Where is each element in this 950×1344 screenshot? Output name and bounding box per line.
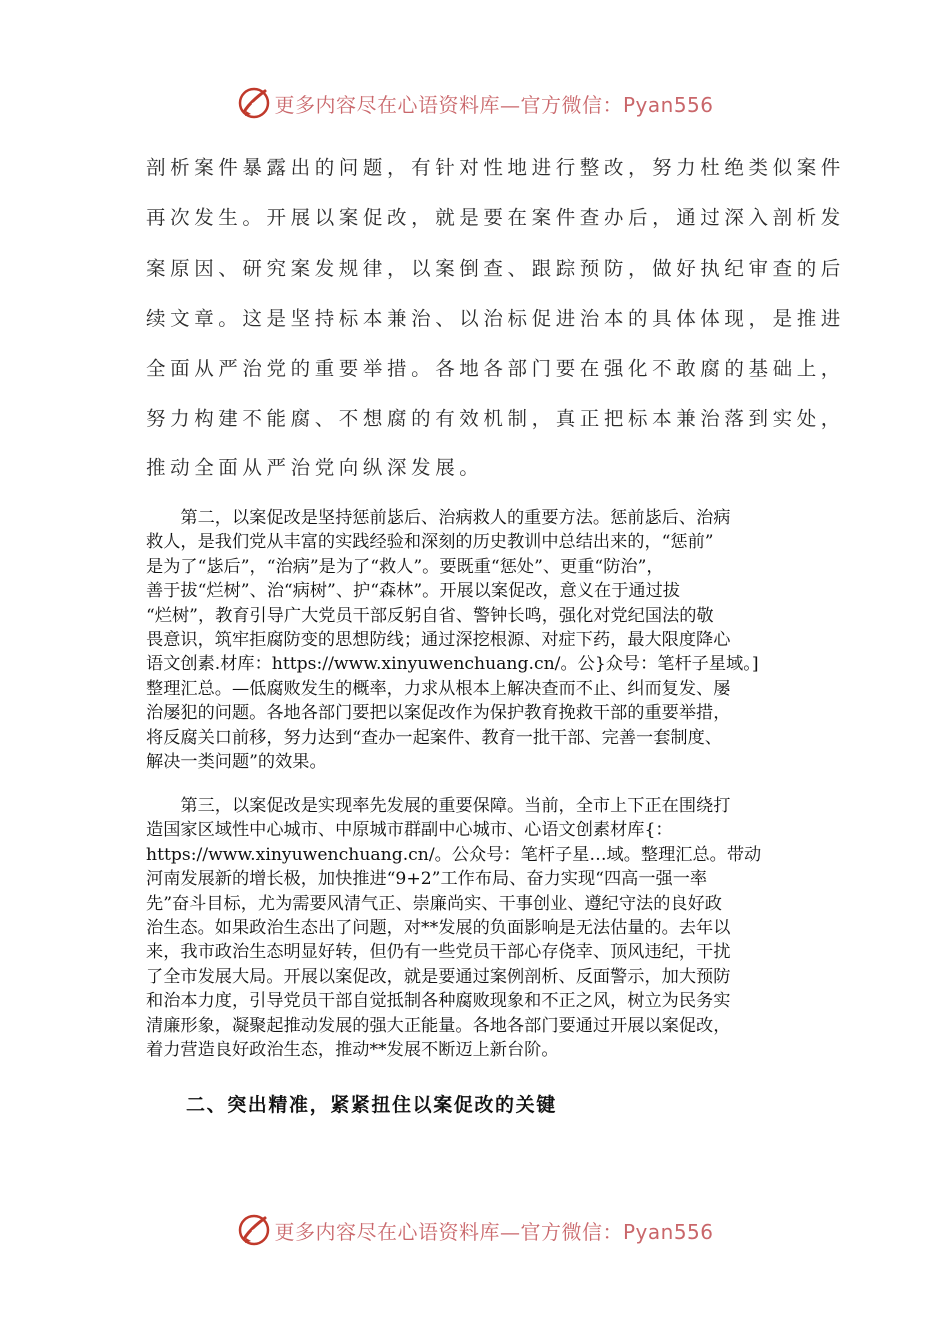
pen-logo-icon: [236, 1212, 272, 1248]
text-line: “烂树”，教育引导广大党员干部反躬自省、警钟长鸣，强化对党纪国法的敬: [146, 605, 714, 626]
text-line: 案原因、研究案发规律，以案倒查、跟踪预防，做好执纪审查的后: [146, 257, 845, 280]
text-line: 努力构建不能腐、不想腐的有效机制，真正把标本兼治落到实处，: [146, 407, 845, 430]
footer-watermark-banner: [0, 1206, 950, 1254]
text-line: 第二，以案促改是坚持惩前毖后、治病救人的重要方法。惩前毖后、治病: [146, 508, 731, 528]
text-line: 全面从严治党的重要举措。各地各部门要在强化不敢腐的基础上，: [146, 357, 845, 380]
text-line: https://www.xinyuwenchuang.cn/。公众号：笔杆子星…域。整理汇总。带动: [146, 844, 762, 865]
text-line: 第三，以案促改是实现率先发展的重要保障。当前，全市上下正在围绕打: [146, 796, 731, 816]
text-line: 将反腐关口前移，努力达到“查办一起案件、教育一批干部、完善一套制度、: [146, 727, 722, 748]
text-line: 再次发生。开展以案促改，就是要在案件查办后，通过深入剖析发: [146, 206, 845, 229]
header-watermark-banner: [0, 79, 950, 127]
section-heading: 二、突出精准，紧紧扭住以案促改的关键: [186, 1094, 557, 1116]
pen-logo-icon: [236, 85, 272, 121]
text-line: 治生态。如果政治生态出了问题，对**发展的负面影响是无法估量的。去年以: [146, 917, 731, 938]
text-line: 整理汇总。—低腐败发生的概率，力求从根本上解决查而不止、纠而复发、屡: [146, 678, 731, 699]
wechat-id: Pyan556: [622, 92, 714, 117]
text-line: 和治本力度，引导党员干部自觉抵制各种腐败现象和不正之风，树立为民务实: [146, 991, 731, 1012]
text-line: 河南发展新的增长极，加快推进“9+2”工作布局、奋力实现“四高一强一率: [146, 869, 708, 890]
paragraph-third: [146, 794, 816, 1062]
text-line: 了全市发展大局。开展以案促改，就是要通过案例剖析、反面警示，加大预防: [146, 966, 731, 987]
paragraph-second: [146, 506, 816, 774]
text-line: 着力营造良好政治生态，推动**发展不断迈上新台阶。: [146, 1039, 559, 1060]
banner-text: 更多内容尽在心语资料库—官方微信：Pyan556: [274, 1219, 714, 1244]
text-line: 善于拔“烂树”、治“病树”、护“森林”。开展以案促改，意义在于通过拔: [146, 581, 680, 602]
text-line: 剖析案件暴露出的问题，有针对性地进行整改，努力杜绝类似案件: [146, 156, 845, 179]
banner-text: 更多内容尽在心语资料库—官方微信：Pyan556: [274, 92, 714, 117]
text-line: 造国家区域性中心城市、中原城市群副中心城市、心语文创素材库{：: [146, 820, 673, 841]
text-line: 先”奋斗目标，尤为需要风清气正、崇廉尚实、干事创业、遵纪守法的良好政: [146, 893, 722, 914]
wechat-id: Pyan556: [622, 1219, 714, 1244]
text-line: 是为了“毖后”，“治病”是为了“救人”。要既重“惩处”、更重“防治”，: [146, 556, 664, 577]
text-line: 续文章。这是坚持标本兼治、以治标促进治本的具体体现，是推进: [146, 307, 845, 330]
text-line: 救人，是我们党从丰富的实践经验和深刻的历史教训中总结出来的，“惩前”: [146, 532, 714, 553]
text-line: 畏意识，筑牢拒腐防变的思想防线；通过深挖根源、对症下药，最大限度降心: [146, 629, 731, 650]
text-line: 解决一类问题”的效果。: [146, 751, 327, 772]
text-line: 来，我市政治生态明显好转，但仍有一些党员干部心存侥幸、顶风违纪，干扰: [146, 942, 731, 963]
text-line: 推动全面从严治党向纵深发展。: [146, 456, 484, 479]
text-line: 清廉形象，凝聚起推动发展的强大正能量。各地各部门要通过开展以案促改，: [146, 1015, 731, 1036]
text-line: 语文创素.材库：https://www.xinyuwenchuang.cn/。公}众号：笔杆子星域。]: [146, 654, 759, 675]
text-line: 治屡犯的问题。各地各部门要把以案促改作为保护教育挽救干部的重要举措，: [146, 703, 731, 724]
